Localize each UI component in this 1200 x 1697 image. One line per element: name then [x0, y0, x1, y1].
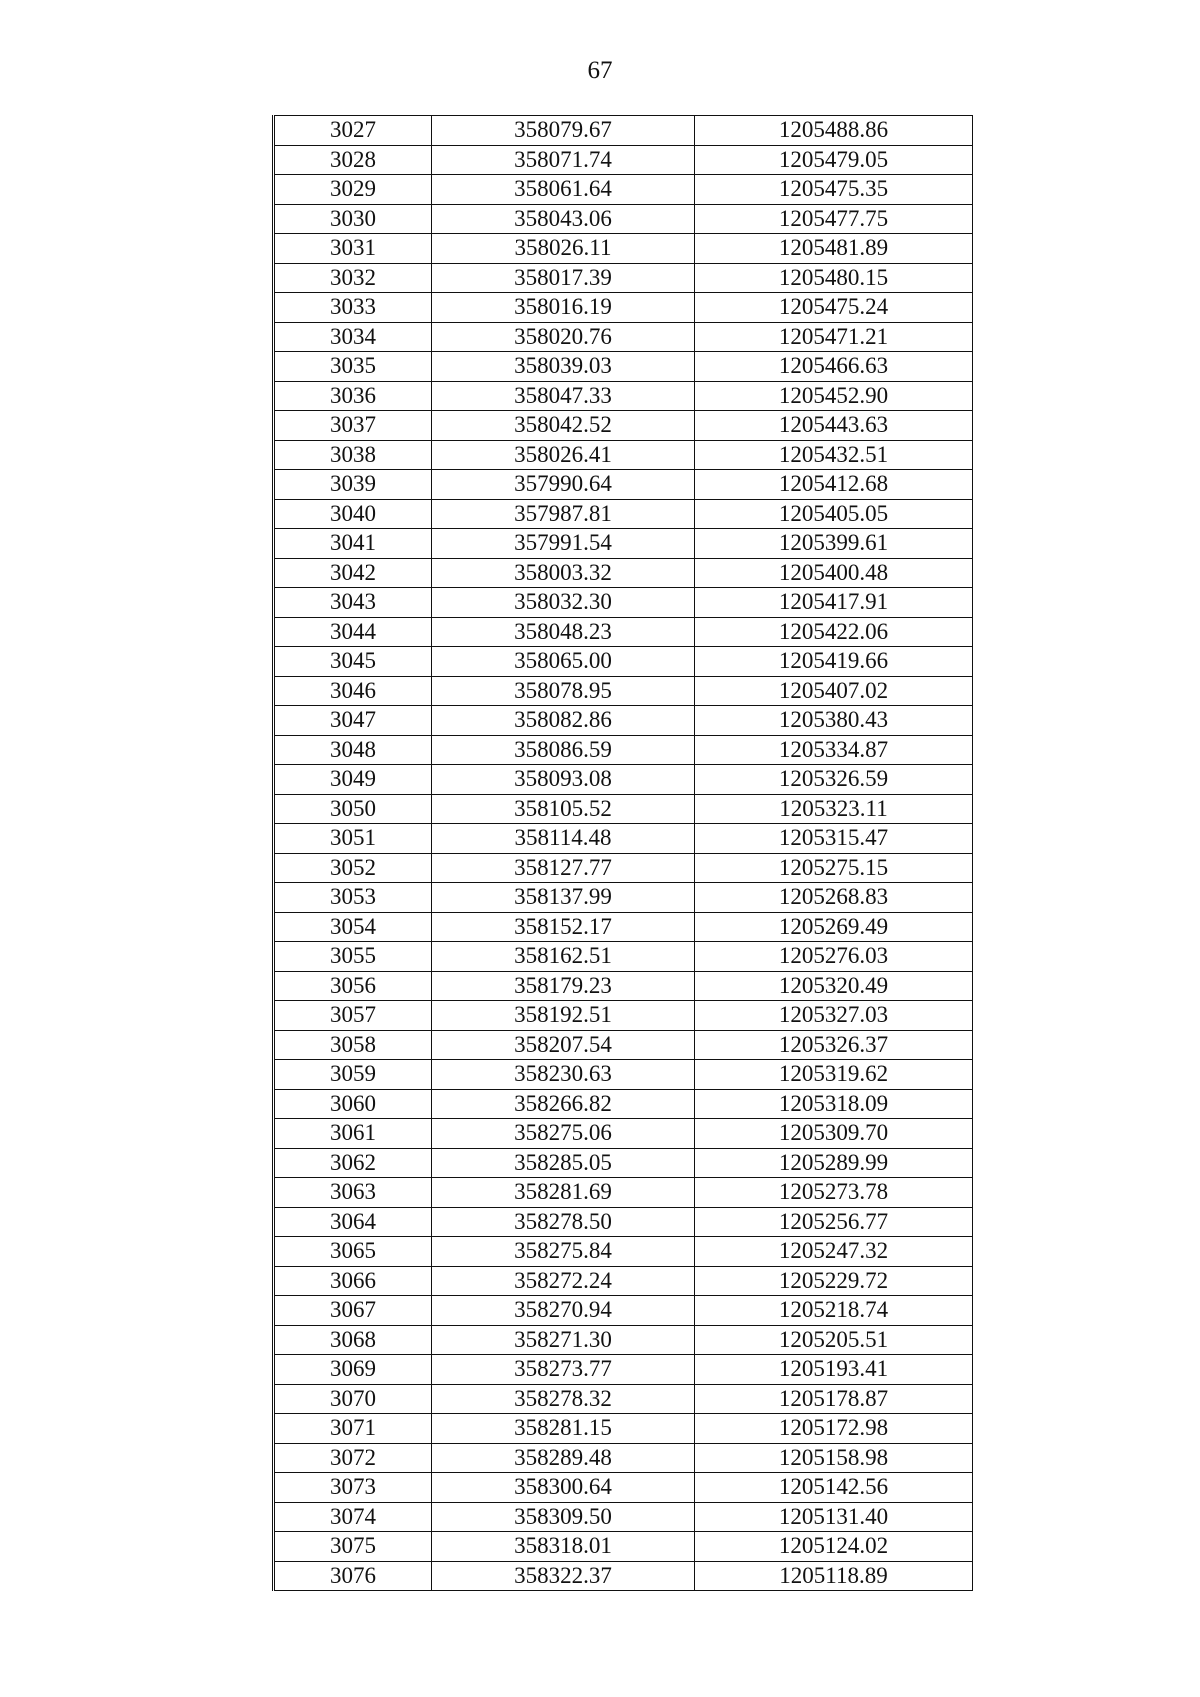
point-number-cell: 3061 — [274, 1119, 432, 1149]
table-row — [274, 263, 973, 293]
table-row — [274, 1473, 973, 1503]
table-row — [274, 352, 973, 382]
point-number-cell: 3056 — [274, 971, 432, 1001]
point-number-cell: 3045 — [274, 647, 432, 677]
table-row — [274, 1030, 973, 1060]
table-row — [274, 824, 973, 854]
x-coordinate-cell: 358278.50 — [432, 1207, 695, 1237]
x-coordinate-cell: 358065.00 — [432, 647, 695, 677]
y-coordinate-cell: 1205172.98 — [695, 1414, 973, 1444]
point-number-cell: 3060 — [274, 1089, 432, 1119]
x-coordinate-cell: 358048.23 — [432, 617, 695, 647]
x-coordinate-cell: 358272.24 — [432, 1266, 695, 1296]
table-row — [274, 293, 973, 323]
y-coordinate-cell: 1205399.61 — [695, 529, 973, 559]
table-row — [274, 647, 973, 677]
point-number-cell: 3076 — [274, 1561, 432, 1591]
y-coordinate-cell: 1205326.59 — [695, 765, 973, 795]
point-number-cell: 3055 — [274, 942, 432, 972]
table-row — [274, 558, 973, 588]
point-number-cell: 3043 — [274, 588, 432, 618]
y-coordinate-cell: 1205412.68 — [695, 470, 973, 500]
point-number-cell: 3073 — [274, 1473, 432, 1503]
y-coordinate-cell: 1205269.49 — [695, 912, 973, 942]
y-coordinate-cell: 1205380.43 — [695, 706, 973, 736]
x-coordinate-cell: 358114.48 — [432, 824, 695, 854]
x-coordinate-cell: 358270.94 — [432, 1296, 695, 1326]
table-row — [274, 1414, 973, 1444]
point-number-cell: 3041 — [274, 529, 432, 559]
page-number: 67 — [587, 57, 613, 84]
table-row — [274, 1532, 973, 1562]
coordinates-table-body — [274, 116, 973, 1591]
x-coordinate-cell: 358271.30 — [432, 1325, 695, 1355]
point-number-cell: 3031 — [274, 234, 432, 264]
x-coordinate-cell: 358281.69 — [432, 1178, 695, 1208]
y-coordinate-cell: 1205273.78 — [695, 1178, 973, 1208]
y-coordinate-cell: 1205475.24 — [695, 293, 973, 323]
x-coordinate-cell: 358082.86 — [432, 706, 695, 736]
x-coordinate-cell: 358020.76 — [432, 322, 695, 352]
table-row — [274, 1089, 973, 1119]
table-row — [274, 1207, 973, 1237]
table-row — [274, 971, 973, 1001]
x-coordinate-cell: 358309.50 — [432, 1502, 695, 1532]
x-coordinate-cell: 357987.81 — [432, 499, 695, 529]
x-coordinate-cell: 358127.77 — [432, 853, 695, 883]
table-row — [274, 1266, 973, 1296]
table-row — [274, 942, 973, 972]
x-coordinate-cell: 358192.51 — [432, 1001, 695, 1031]
y-coordinate-cell: 1205131.40 — [695, 1502, 973, 1532]
point-number-cell: 3058 — [274, 1030, 432, 1060]
x-coordinate-cell: 358061.64 — [432, 175, 695, 205]
table-row — [274, 794, 973, 824]
y-coordinate-cell: 1205452.90 — [695, 381, 973, 411]
y-coordinate-cell: 1205124.02 — [695, 1532, 973, 1562]
point-number-cell: 3049 — [274, 765, 432, 795]
y-coordinate-cell: 1205158.98 — [695, 1443, 973, 1473]
x-coordinate-cell: 358285.05 — [432, 1148, 695, 1178]
x-coordinate-cell: 358322.37 — [432, 1561, 695, 1591]
table-row — [274, 1325, 973, 1355]
x-coordinate-cell: 358042.52 — [432, 411, 695, 441]
x-coordinate-cell: 358152.17 — [432, 912, 695, 942]
y-coordinate-cell: 1205471.21 — [695, 322, 973, 352]
point-number-cell: 3068 — [274, 1325, 432, 1355]
point-number-cell: 3070 — [274, 1384, 432, 1414]
y-coordinate-cell: 1205479.05 — [695, 145, 973, 175]
y-coordinate-cell: 1205475.35 — [695, 175, 973, 205]
table-row — [274, 1384, 973, 1414]
x-coordinate-cell: 358043.06 — [432, 204, 695, 234]
y-coordinate-cell: 1205256.77 — [695, 1207, 973, 1237]
table-row — [274, 735, 973, 765]
x-coordinate-cell: 358026.11 — [432, 234, 695, 264]
table-row — [274, 470, 973, 500]
point-number-cell: 3044 — [274, 617, 432, 647]
y-coordinate-cell: 1205229.72 — [695, 1266, 973, 1296]
x-coordinate-cell: 358281.15 — [432, 1414, 695, 1444]
x-coordinate-cell: 358273.77 — [432, 1355, 695, 1385]
y-coordinate-cell: 1205193.41 — [695, 1355, 973, 1385]
table-row — [274, 912, 973, 942]
y-coordinate-cell: 1205320.49 — [695, 971, 973, 1001]
table-row — [274, 588, 973, 618]
x-coordinate-cell: 358230.63 — [432, 1060, 695, 1090]
x-coordinate-cell: 357991.54 — [432, 529, 695, 559]
y-coordinate-cell: 1205276.03 — [695, 942, 973, 972]
x-coordinate-cell: 357990.64 — [432, 470, 695, 500]
table-row — [274, 617, 973, 647]
point-number-cell: 3063 — [274, 1178, 432, 1208]
point-number-cell: 3033 — [274, 293, 432, 323]
x-coordinate-cell: 358278.32 — [432, 1384, 695, 1414]
point-number-cell: 3046 — [274, 676, 432, 706]
table-row — [274, 499, 973, 529]
y-coordinate-cell: 1205326.37 — [695, 1030, 973, 1060]
y-coordinate-cell: 1205477.75 — [695, 204, 973, 234]
table-row — [274, 381, 973, 411]
point-number-cell: 3065 — [274, 1237, 432, 1267]
y-coordinate-cell: 1205488.86 — [695, 116, 973, 146]
point-number-cell: 3054 — [274, 912, 432, 942]
table-row — [274, 1443, 973, 1473]
x-coordinate-cell: 358079.67 — [432, 116, 695, 146]
point-number-cell: 3051 — [274, 824, 432, 854]
y-coordinate-cell: 1205405.05 — [695, 499, 973, 529]
point-number-cell: 3039 — [274, 470, 432, 500]
x-coordinate-cell: 358032.30 — [432, 588, 695, 618]
x-coordinate-cell: 358318.01 — [432, 1532, 695, 1562]
y-coordinate-cell: 1205275.15 — [695, 853, 973, 883]
point-number-cell: 3057 — [274, 1001, 432, 1031]
y-coordinate-cell: 1205480.15 — [695, 263, 973, 293]
table-row — [274, 1561, 973, 1591]
table-row — [274, 204, 973, 234]
point-number-cell: 3029 — [274, 175, 432, 205]
table-row — [274, 145, 973, 175]
point-number-cell: 3075 — [274, 1532, 432, 1562]
point-number-cell: 3072 — [274, 1443, 432, 1473]
x-coordinate-cell: 358093.08 — [432, 765, 695, 795]
table-row — [274, 322, 973, 352]
y-coordinate-cell: 1205323.11 — [695, 794, 973, 824]
x-coordinate-cell: 358289.48 — [432, 1443, 695, 1473]
x-coordinate-cell: 358300.64 — [432, 1473, 695, 1503]
y-coordinate-cell: 1205466.63 — [695, 352, 973, 382]
y-coordinate-cell: 1205319.62 — [695, 1060, 973, 1090]
table-row — [274, 234, 973, 264]
y-coordinate-cell: 1205334.87 — [695, 735, 973, 765]
x-coordinate-cell: 358275.06 — [432, 1119, 695, 1149]
y-coordinate-cell: 1205443.63 — [695, 411, 973, 441]
x-coordinate-cell: 358026.41 — [432, 440, 695, 470]
table-row — [274, 1502, 973, 1532]
point-number-cell: 3062 — [274, 1148, 432, 1178]
x-coordinate-cell: 358086.59 — [432, 735, 695, 765]
table-row — [274, 1296, 973, 1326]
y-coordinate-cell: 1205309.70 — [695, 1119, 973, 1149]
table-row — [274, 1355, 973, 1385]
y-coordinate-cell: 1205417.91 — [695, 588, 973, 618]
x-coordinate-cell: 358266.82 — [432, 1089, 695, 1119]
point-number-cell: 3037 — [274, 411, 432, 441]
y-coordinate-cell: 1205407.02 — [695, 676, 973, 706]
point-number-cell: 3028 — [274, 145, 432, 175]
table-row — [274, 1148, 973, 1178]
coordinates-table — [272, 115, 973, 1591]
point-number-cell: 3035 — [274, 352, 432, 382]
point-number-cell: 3074 — [274, 1502, 432, 1532]
y-coordinate-cell: 1205327.03 — [695, 1001, 973, 1031]
x-coordinate-cell: 358003.32 — [432, 558, 695, 588]
point-number-cell: 3032 — [274, 263, 432, 293]
point-number-cell: 3052 — [274, 853, 432, 883]
y-coordinate-cell: 1205419.66 — [695, 647, 973, 677]
table-row — [274, 116, 973, 146]
y-coordinate-cell: 1205400.48 — [695, 558, 973, 588]
table-row — [274, 883, 973, 913]
y-coordinate-cell: 1205118.89 — [695, 1561, 973, 1591]
point-number-cell: 3066 — [274, 1266, 432, 1296]
point-number-cell: 3034 — [274, 322, 432, 352]
y-coordinate-cell: 1205289.99 — [695, 1148, 973, 1178]
point-number-cell: 3053 — [274, 883, 432, 913]
point-number-cell: 3059 — [274, 1060, 432, 1090]
point-number-cell: 3038 — [274, 440, 432, 470]
y-coordinate-cell: 1205218.74 — [695, 1296, 973, 1326]
x-coordinate-cell: 358162.51 — [432, 942, 695, 972]
x-coordinate-cell: 358179.23 — [432, 971, 695, 1001]
table-row — [274, 1237, 973, 1267]
point-number-cell: 3027 — [274, 116, 432, 146]
y-coordinate-cell: 1205268.83 — [695, 883, 973, 913]
x-coordinate-cell: 358017.39 — [432, 263, 695, 293]
table-row — [274, 175, 973, 205]
y-coordinate-cell: 1205247.32 — [695, 1237, 973, 1267]
table-row — [274, 529, 973, 559]
table-row — [274, 1001, 973, 1031]
point-number-cell: 3067 — [274, 1296, 432, 1326]
point-number-cell: 3036 — [274, 381, 432, 411]
table-row — [274, 676, 973, 706]
point-number-cell: 3048 — [274, 735, 432, 765]
point-number-cell: 3042 — [274, 558, 432, 588]
y-coordinate-cell: 1205142.56 — [695, 1473, 973, 1503]
table-row — [274, 1119, 973, 1149]
table-row — [274, 411, 973, 441]
table-row — [274, 853, 973, 883]
x-coordinate-cell: 358275.84 — [432, 1237, 695, 1267]
y-coordinate-cell: 1205481.89 — [695, 234, 973, 264]
x-coordinate-cell: 358078.95 — [432, 676, 695, 706]
x-coordinate-cell: 358039.03 — [432, 352, 695, 382]
x-coordinate-cell: 358137.99 — [432, 883, 695, 913]
y-coordinate-cell: 1205315.47 — [695, 824, 973, 854]
table-row — [274, 706, 973, 736]
x-coordinate-cell: 358105.52 — [432, 794, 695, 824]
x-coordinate-cell: 358016.19 — [432, 293, 695, 323]
point-number-cell: 3069 — [274, 1355, 432, 1385]
table-row — [274, 1060, 973, 1090]
x-coordinate-cell: 358047.33 — [432, 381, 695, 411]
y-coordinate-cell: 1205432.51 — [695, 440, 973, 470]
point-number-cell: 3040 — [274, 499, 432, 529]
point-number-cell: 3050 — [274, 794, 432, 824]
x-coordinate-cell: 358071.74 — [432, 145, 695, 175]
y-coordinate-cell: 1205318.09 — [695, 1089, 973, 1119]
x-coordinate-cell: 358207.54 — [432, 1030, 695, 1060]
table-row — [274, 440, 973, 470]
table-row — [274, 1178, 973, 1208]
point-number-cell: 3071 — [274, 1414, 432, 1444]
table-row — [274, 765, 973, 795]
y-coordinate-cell: 1205178.87 — [695, 1384, 973, 1414]
point-number-cell: 3030 — [274, 204, 432, 234]
y-coordinate-cell: 1205422.06 — [695, 617, 973, 647]
point-number-cell: 3064 — [274, 1207, 432, 1237]
y-coordinate-cell: 1205205.51 — [695, 1325, 973, 1355]
point-number-cell: 3047 — [274, 706, 432, 736]
